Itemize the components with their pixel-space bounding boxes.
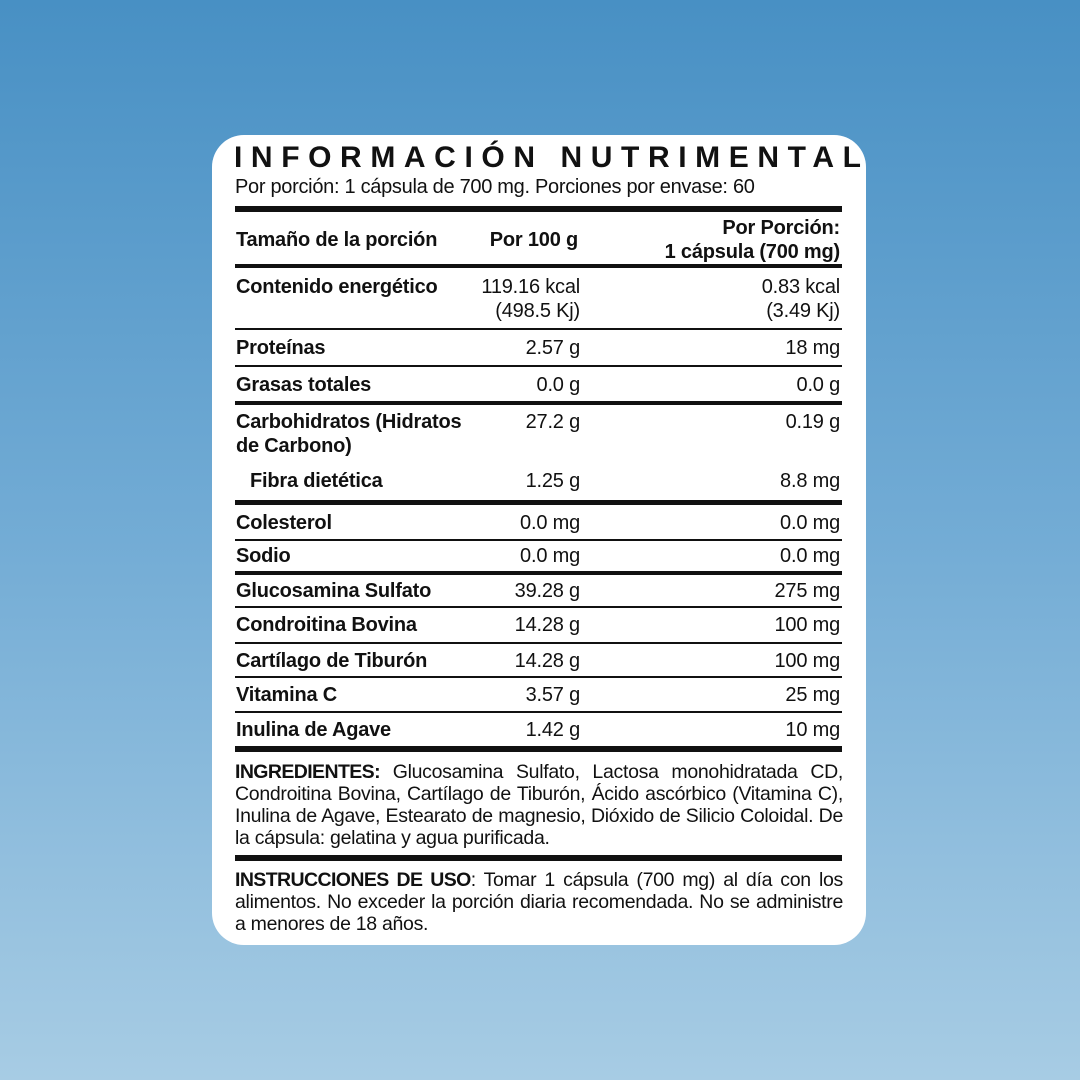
row-portion: 100 mg <box>774 614 840 636</box>
row-label: Fibra dietética <box>250 470 383 492</box>
value: 0.83 kcal <box>761 276 840 298</box>
header-per-portion <box>665 216 840 264</box>
row-portion: 275 mg <box>774 580 840 602</box>
divider <box>235 855 842 861</box>
row-portion: 0.0 mg <box>780 512 840 534</box>
row-per100: 39.28 g <box>514 580 580 602</box>
divider <box>235 206 842 212</box>
divider <box>235 746 842 752</box>
divider <box>235 264 842 268</box>
row-label-line2: de Carbono) <box>236 435 352 457</box>
instructions-body: : Tomar 1 cápsula (700 mg) al día con los alimentos. No exceder la porción diaria recomendada. No se administre a menores de 18 años. <box>235 869 844 935</box>
serving-info: Por porción: 1 cápsula de 700 mg. Porciones por envase: 60 <box>235 176 755 198</box>
row-label: Sodio <box>236 545 291 567</box>
row-label-line1: Carbohidratos (Hidratos <box>236 411 462 433</box>
row-per100: 2.57 g <box>525 337 580 359</box>
ingredients-label: INGREDIENTES: <box>235 761 380 783</box>
divider <box>235 365 842 367</box>
ingredients-text <box>235 761 843 849</box>
row-label: Inulina de Agave <box>236 719 391 741</box>
row-label: Grasas totales <box>236 374 372 396</box>
header-per-portion-line2: 1 cápsula (700 mg) <box>664 241 840 263</box>
row-per100: 14.28 g <box>514 650 580 672</box>
value: (3.49 Kj) <box>766 300 840 322</box>
row-label: Vitamina C <box>236 684 337 706</box>
divider <box>235 500 842 505</box>
row-per100: 27.2 g <box>525 411 580 433</box>
divider <box>235 642 842 644</box>
row-portion: 10 mg <box>785 719 840 741</box>
divider <box>235 676 842 678</box>
row-per100: 3.57 g <box>525 684 580 706</box>
row-label: Colesterol <box>236 512 332 534</box>
row-portion <box>762 275 840 323</box>
row-label: Contenido energético <box>236 276 438 298</box>
row-portion: 8.8 mg <box>780 470 840 492</box>
row-per100: 0.0 mg <box>520 545 580 567</box>
instructions-text <box>235 869 843 935</box>
row-per100: 14.28 g <box>514 614 580 636</box>
header-per-100g: Por 100 g <box>489 229 578 251</box>
row-portion: 0.19 g <box>785 411 840 433</box>
divider <box>235 571 842 575</box>
row-per100: 1.42 g <box>525 719 580 741</box>
divider <box>235 711 842 713</box>
row-per100: 1.25 g <box>525 470 580 492</box>
divider <box>235 401 842 405</box>
row-per100: 0.0 mg <box>520 512 580 534</box>
header-per-portion-line1: Por Porción: <box>722 217 840 239</box>
row-label: Glucosamina Sulfato <box>236 580 432 602</box>
divider <box>235 328 842 330</box>
row-per100: 0.0 g <box>536 374 580 396</box>
row-label: Proteínas <box>236 337 326 359</box>
row-portion: 18 mg <box>785 337 840 359</box>
divider <box>235 606 842 608</box>
row-label: Condroitina Bovina <box>236 614 417 636</box>
value: 119.16 kcal <box>481 276 580 298</box>
row-per100 <box>481 275 580 323</box>
row-label <box>236 410 461 458</box>
row-portion: 0.0 g <box>796 374 840 396</box>
row-portion: 100 mg <box>774 650 840 672</box>
row-label: Cartílago de Tiburón <box>236 650 428 672</box>
row-portion: 0.0 mg <box>780 545 840 567</box>
ingredients-list: Glucosamina Sulfato, Lactosa monohidratada CD, Condroitina Bovina, Cartílago de Tiburón, Ácido ascórbico (Vitamina C), Inulina de Agave, Estearato de magnesio, Dióxido de Silicio Coloidal. De la cápsula: gelatina y agua purificada. <box>235 761 843 849</box>
value: (498.5 Kj) <box>495 300 580 322</box>
instructions-label: INSTRUCCIONES DE USO <box>235 869 471 891</box>
divider <box>235 539 842 541</box>
row-portion: 25 mg <box>785 684 840 706</box>
header-serving-size: Tamaño de la porción <box>236 229 438 251</box>
label-title: INFORMACIÓN NUTRIMENTAL <box>234 141 870 174</box>
